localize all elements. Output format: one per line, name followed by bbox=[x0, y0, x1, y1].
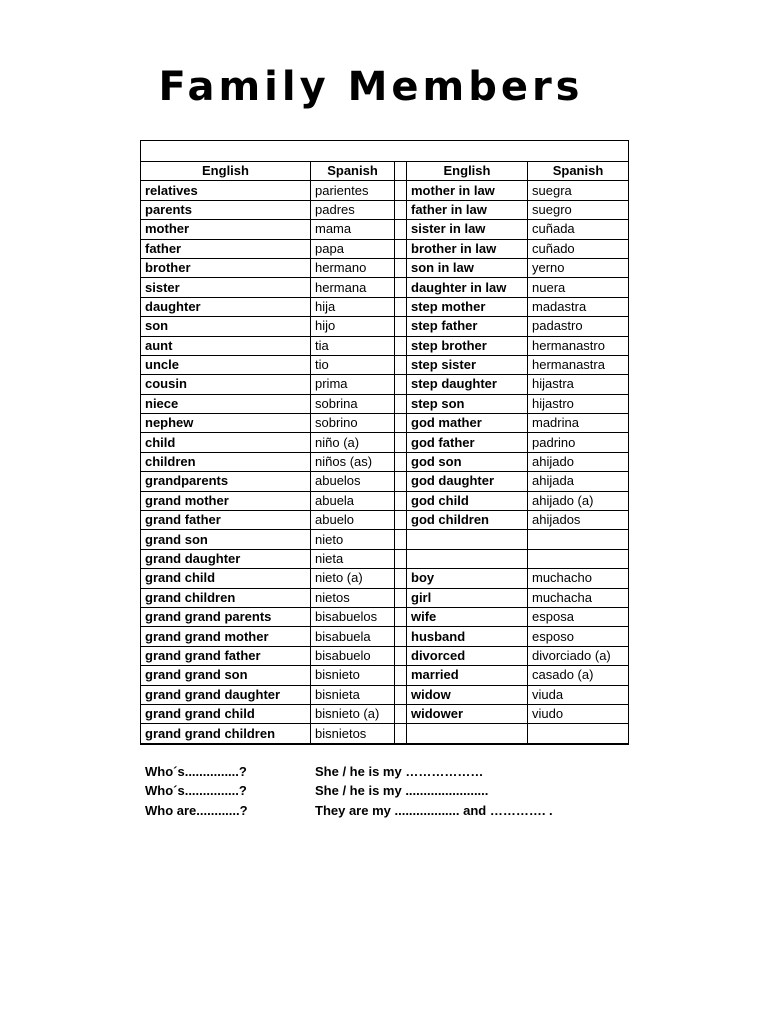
vocabulary-table bbox=[140, 140, 629, 745]
english-term-cell: step father bbox=[407, 317, 528, 336]
english-term-cell: god daughter bbox=[407, 472, 528, 491]
spanish-term-cell bbox=[528, 549, 629, 568]
table-row bbox=[141, 724, 629, 744]
english-term-cell: step daughter bbox=[407, 375, 528, 394]
spacer-cell bbox=[395, 452, 407, 471]
spacer-cell bbox=[395, 220, 407, 239]
spanish-term-cell: bisabuelo bbox=[311, 646, 395, 665]
spacer-cell bbox=[395, 258, 407, 277]
spanish-term-cell: abuelo bbox=[311, 511, 395, 530]
spacer-cell bbox=[395, 666, 407, 685]
english-term-cell: son in law bbox=[407, 258, 528, 277]
spanish-term-cell: esposo bbox=[528, 627, 629, 646]
spacer-cell bbox=[395, 317, 407, 336]
spanish-term-cell: mama bbox=[311, 220, 395, 239]
table-header-row bbox=[141, 162, 629, 181]
spanish-term-cell: ahijada bbox=[528, 472, 629, 491]
english-term-cell: sister in law bbox=[407, 220, 528, 239]
english-term-cell: parents bbox=[141, 200, 311, 219]
table-row bbox=[141, 278, 629, 297]
english-term-cell: child bbox=[141, 433, 311, 452]
page-title: Family Members bbox=[158, 64, 584, 110]
english-term-cell: cousin bbox=[141, 375, 311, 394]
spanish-term-cell: hijo bbox=[311, 317, 395, 336]
spanish-term-cell bbox=[528, 530, 629, 549]
answer-2: She / he is my ....................... bbox=[315, 783, 489, 798]
english-term-cell: grand daughter bbox=[141, 549, 311, 568]
english-term-cell: god mather bbox=[407, 414, 528, 433]
spanish-term-cell: parientes bbox=[311, 181, 395, 200]
spanish-term-cell: ahijados bbox=[528, 511, 629, 530]
spacer-cell bbox=[395, 627, 407, 646]
english-term-cell: god children bbox=[407, 511, 528, 530]
spanish-term-cell: hijastra bbox=[528, 375, 629, 394]
spacer-cell bbox=[395, 375, 407, 394]
spanish-term-cell: bisnieta bbox=[311, 685, 395, 704]
english-term-cell: relatives bbox=[141, 181, 311, 200]
english-term-cell: grand children bbox=[141, 588, 311, 607]
english-term-cell: brother in law bbox=[407, 239, 528, 258]
spacer-cell bbox=[395, 491, 407, 510]
english-term-cell: grand child bbox=[141, 569, 311, 588]
english-term-cell: grand son bbox=[141, 530, 311, 549]
spacer-cell bbox=[395, 685, 407, 704]
spacer-cell bbox=[395, 704, 407, 723]
spanish-term-cell: ahijado bbox=[528, 452, 629, 471]
spanish-term-cell: tio bbox=[311, 355, 395, 374]
spanish-term-cell: suegro bbox=[528, 200, 629, 219]
spanish-term-cell: divorciado (a) bbox=[528, 646, 629, 665]
table-row bbox=[141, 549, 629, 568]
spanish-term-cell: hermanastro bbox=[528, 336, 629, 355]
spanish-term-cell: bisabuelos bbox=[311, 607, 395, 626]
table-row bbox=[141, 627, 629, 646]
answer-3: They are my .................. and …………. . bbox=[315, 803, 553, 818]
english-term-cell: boy bbox=[407, 569, 528, 588]
spacer-cell bbox=[395, 724, 407, 744]
spanish-term-cell bbox=[528, 724, 629, 744]
english-term-cell: uncle bbox=[141, 355, 311, 374]
spacer-cell bbox=[395, 433, 407, 452]
english-term-cell bbox=[407, 724, 528, 744]
spacer-cell bbox=[395, 394, 407, 413]
table-row bbox=[141, 375, 629, 394]
column-header-english-1: English bbox=[141, 162, 311, 181]
english-term-cell: grand grand mother bbox=[141, 627, 311, 646]
english-term-cell: daughter bbox=[141, 297, 311, 316]
english-term-cell: father in law bbox=[407, 200, 528, 219]
english-term-cell: grand mother bbox=[141, 491, 311, 510]
english-term-cell: grand grand father bbox=[141, 646, 311, 665]
english-term-cell: widow bbox=[407, 685, 528, 704]
english-term-cell: grand grand parents bbox=[141, 607, 311, 626]
spanish-term-cell: nuera bbox=[528, 278, 629, 297]
english-term-cell: wife bbox=[407, 607, 528, 626]
english-term-cell: grand father bbox=[141, 511, 311, 530]
column-header-english-2: English bbox=[407, 162, 528, 181]
english-term-cell: grand grand child bbox=[141, 704, 311, 723]
spacer-cell bbox=[395, 181, 407, 200]
table-row bbox=[141, 530, 629, 549]
spacer-cell bbox=[395, 530, 407, 549]
spanish-term-cell: muchacha bbox=[528, 588, 629, 607]
spanish-term-cell: muchacho bbox=[528, 569, 629, 588]
table-row bbox=[141, 317, 629, 336]
spanish-term-cell: viudo bbox=[528, 704, 629, 723]
english-term-cell: god father bbox=[407, 433, 528, 452]
english-term-cell: grand grand daughter bbox=[141, 685, 311, 704]
spanish-term-cell: niño (a) bbox=[311, 433, 395, 452]
table-blank-row bbox=[141, 141, 629, 162]
spanish-term-cell: cuñada bbox=[528, 220, 629, 239]
english-term-cell: mother in law bbox=[407, 181, 528, 200]
spacer-cell bbox=[395, 549, 407, 568]
english-term-cell: god child bbox=[407, 491, 528, 510]
english-term-cell bbox=[407, 530, 528, 549]
spacer-cell bbox=[395, 607, 407, 626]
english-term-cell: married bbox=[407, 666, 528, 685]
english-term-cell: sister bbox=[141, 278, 311, 297]
question-3: Who are............? bbox=[145, 803, 248, 818]
english-term-cell: grand grand son bbox=[141, 666, 311, 685]
english-term-cell: father bbox=[141, 239, 311, 258]
spanish-term-cell: ahijado (a) bbox=[528, 491, 629, 510]
question-2: Who´s...............? bbox=[145, 783, 247, 798]
table-row bbox=[141, 258, 629, 277]
spanish-term-cell: abuela bbox=[311, 491, 395, 510]
table-row bbox=[141, 297, 629, 316]
table-row bbox=[141, 704, 629, 723]
spanish-term-cell: madastra bbox=[528, 297, 629, 316]
table-row bbox=[141, 685, 629, 704]
spanish-term-cell: hermana bbox=[311, 278, 395, 297]
spanish-term-cell: padrino bbox=[528, 433, 629, 452]
english-term-cell: grandparents bbox=[141, 472, 311, 491]
spanish-term-cell: bisnieto bbox=[311, 666, 395, 685]
english-term-cell: god son bbox=[407, 452, 528, 471]
english-term-cell: step mother bbox=[407, 297, 528, 316]
table-row bbox=[141, 452, 629, 471]
spacer-cell bbox=[395, 646, 407, 665]
spacer-cell bbox=[395, 200, 407, 219]
english-term-cell: niece bbox=[141, 394, 311, 413]
spacer-cell bbox=[395, 355, 407, 374]
english-term-cell bbox=[407, 549, 528, 568]
spanish-term-cell: tia bbox=[311, 336, 395, 355]
spanish-term-cell: nieto (a) bbox=[311, 569, 395, 588]
table-row bbox=[141, 511, 629, 530]
table-row bbox=[141, 588, 629, 607]
spanish-term-cell: nieto bbox=[311, 530, 395, 549]
spanish-term-cell: suegra bbox=[528, 181, 629, 200]
spanish-term-cell: bisnietos bbox=[311, 724, 395, 744]
spanish-term-cell: hermano bbox=[311, 258, 395, 277]
spanish-term-cell: sobrino bbox=[311, 414, 395, 433]
english-term-cell: divorced bbox=[407, 646, 528, 665]
spanish-term-cell: yerno bbox=[528, 258, 629, 277]
spanish-term-cell: nieta bbox=[311, 549, 395, 568]
spanish-term-cell: esposa bbox=[528, 607, 629, 626]
spanish-term-cell: cuñado bbox=[528, 239, 629, 258]
spanish-term-cell: sobrina bbox=[311, 394, 395, 413]
spanish-term-cell: casado (a) bbox=[528, 666, 629, 685]
english-term-cell: widower bbox=[407, 704, 528, 723]
spanish-term-cell: hijastro bbox=[528, 394, 629, 413]
spanish-term-cell: padres bbox=[311, 200, 395, 219]
english-term-cell: nephew bbox=[141, 414, 311, 433]
english-term-cell: step brother bbox=[407, 336, 528, 355]
table-row bbox=[141, 491, 629, 510]
table-row bbox=[141, 200, 629, 219]
spanish-term-cell: prima bbox=[311, 375, 395, 394]
spanish-term-cell: niños (as) bbox=[311, 452, 395, 471]
english-term-cell: step son bbox=[407, 394, 528, 413]
english-term-cell: son bbox=[141, 317, 311, 336]
spanish-term-cell: padastro bbox=[528, 317, 629, 336]
spanish-term-cell: nietos bbox=[311, 588, 395, 607]
english-term-cell: daughter in law bbox=[407, 278, 528, 297]
spanish-term-cell: hija bbox=[311, 297, 395, 316]
table-row bbox=[141, 607, 629, 626]
english-term-cell: aunt bbox=[141, 336, 311, 355]
english-term-cell: brother bbox=[141, 258, 311, 277]
column-header-spanish-2: Spanish bbox=[528, 162, 629, 181]
spacer-cell bbox=[395, 588, 407, 607]
english-term-cell: mother bbox=[141, 220, 311, 239]
table-row bbox=[141, 433, 629, 452]
table-row bbox=[141, 336, 629, 355]
answer-1: She / he is my ……………… bbox=[315, 764, 484, 779]
spacer-cell bbox=[395, 569, 407, 588]
spanish-term-cell: hermanastra bbox=[528, 355, 629, 374]
spanish-term-cell: papa bbox=[311, 239, 395, 258]
spanish-term-cell: bisnieto (a) bbox=[311, 704, 395, 723]
spacer-cell bbox=[395, 511, 407, 530]
table-row bbox=[141, 355, 629, 374]
table-row bbox=[141, 181, 629, 200]
spacer-cell bbox=[395, 239, 407, 258]
spacer-cell bbox=[395, 336, 407, 355]
column-spacer bbox=[395, 162, 407, 181]
table-row bbox=[141, 569, 629, 588]
table-row bbox=[141, 414, 629, 433]
table-row bbox=[141, 666, 629, 685]
english-term-cell: grand grand children bbox=[141, 724, 311, 744]
english-term-cell: step sister bbox=[407, 355, 528, 374]
english-term-cell: children bbox=[141, 452, 311, 471]
english-term-cell: girl bbox=[407, 588, 528, 607]
spacer-cell bbox=[395, 414, 407, 433]
spanish-term-cell: madrina bbox=[528, 414, 629, 433]
spacer-cell bbox=[395, 472, 407, 491]
question-1: Who´s...............? bbox=[145, 764, 247, 779]
table-blank-cell bbox=[141, 141, 629, 162]
table-row bbox=[141, 646, 629, 665]
english-term-cell: husband bbox=[407, 627, 528, 646]
table-row bbox=[141, 239, 629, 258]
table-row bbox=[141, 394, 629, 413]
vocabulary-table-body bbox=[141, 181, 629, 744]
spacer-cell bbox=[395, 278, 407, 297]
spanish-term-cell: abuelos bbox=[311, 472, 395, 491]
spanish-term-cell: viuda bbox=[528, 685, 629, 704]
table-row bbox=[141, 220, 629, 239]
spacer-cell bbox=[395, 297, 407, 316]
spanish-term-cell: bisabuela bbox=[311, 627, 395, 646]
table-row bbox=[141, 472, 629, 491]
column-header-spanish-1: Spanish bbox=[311, 162, 395, 181]
